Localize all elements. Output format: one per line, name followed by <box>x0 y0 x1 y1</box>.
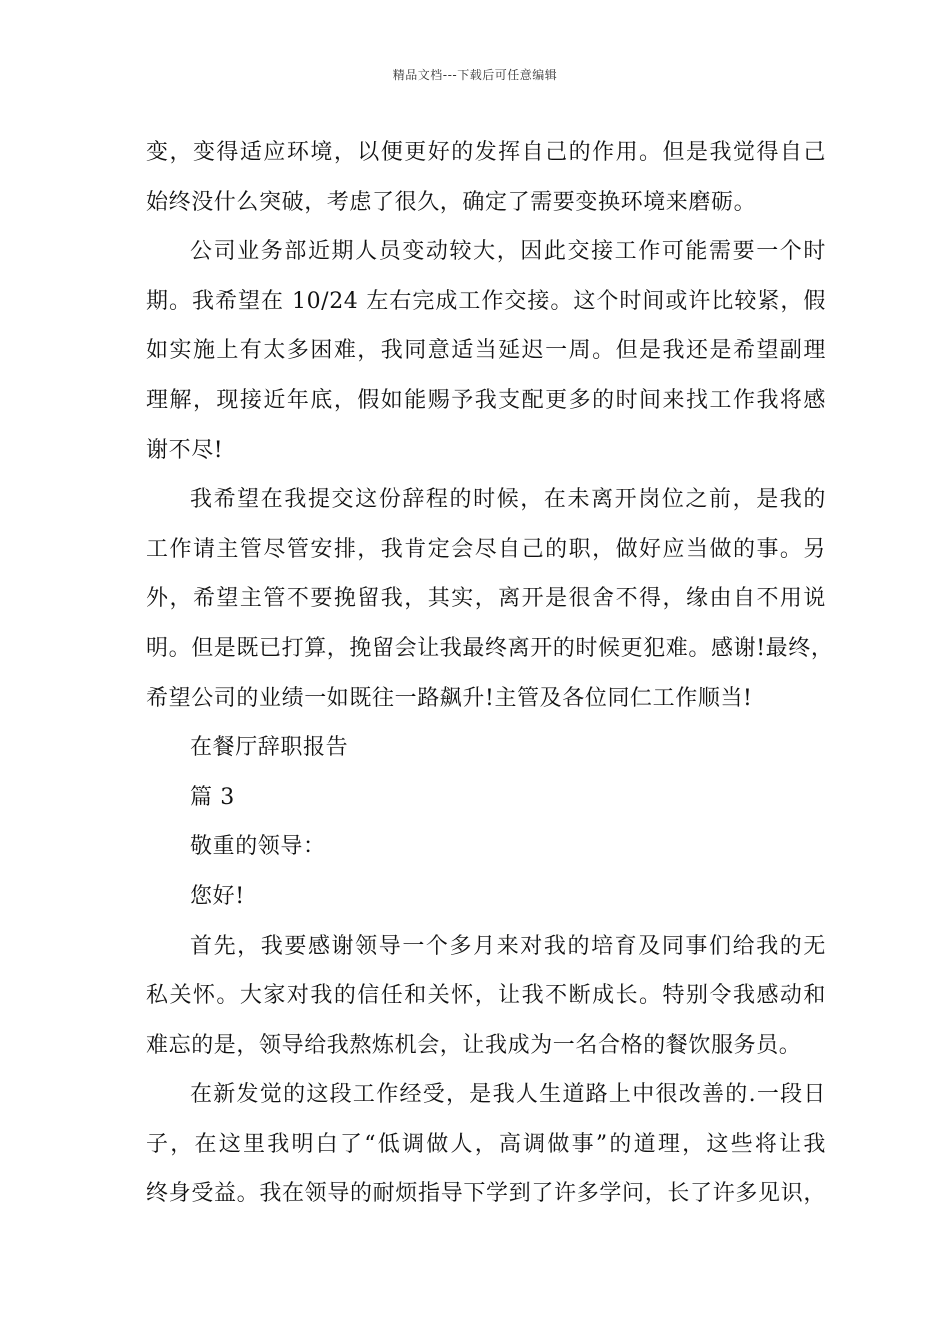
text-line: 期。我希望在 10/24 左右完成工作交接。这个时间或许比较紧，假 <box>146 288 826 314</box>
document-body <box>146 128 834 1219</box>
text-line: 难忘的是，领导给我熬炼机会，让我成为一名合格的餐饮服务员。 <box>146 1032 802 1058</box>
text-line: 明。但是既已打算，挽留会让我最终离开的时候更犯难。感谢!最终， <box>146 635 834 661</box>
text-line: 篇 3 <box>190 784 235 810</box>
text-line: 您好! <box>190 883 245 909</box>
text-line: 外，希望主管不要挽留我，其实，离开是很舍不得，缘由自不用说 <box>146 586 826 612</box>
text-line: 希望公司的业绩一如既往一路飙升!主管及各位同仁工作顺当! <box>146 685 753 711</box>
text-line: 工作请主管尽管安排，我肯定会尽自己的职，做好应当做的事。另 <box>146 536 826 562</box>
text-line: 公司业务部近期人员变动较大，因此交接工作可能需要一个时 <box>190 239 826 265</box>
page-header: 精品文档---下载后可任意编辑 <box>392 68 558 82</box>
text-line: 理解，现接近年底，假如能赐予我支配更多的时间来找工作我将感 <box>146 387 826 413</box>
text-line: 始终没什么突破，考虑了很久，确定了需要变换环境来磨砺。 <box>146 189 757 215</box>
text-line: 谢不尽! <box>146 437 224 463</box>
text-line: 终身受益。我在领导的耐烦指导下学到了许多学问，长了许多见识， <box>146 1181 826 1207</box>
text-line: 敬重的领导： <box>190 834 326 860</box>
text-line: 子，在这里我明白了“低调做人，高调做事”的道理，这些将让我 <box>146 1131 826 1157</box>
text-line: 私关怀。大家对我的信任和关怀，让我不断成长。特别令我感动和 <box>146 983 826 1009</box>
text-line: 首先，我要感谢领导一个多月来对我的培育及同事们给我的无 <box>190 933 826 959</box>
text-line: 如实施上有太多困难，我同意适当延迟一周。但是我还是希望副理 <box>146 338 826 364</box>
text-line: 我希望在我提交这份辞程的时候，在未离开岗位之前，是我的 <box>190 487 826 513</box>
text-line: 在新发觉的这段工作经受，是我人生道路上中很改善的.一段日 <box>190 1082 826 1108</box>
text-line: 变，变得适应环境，以便更好的发挥自己的作用。但是我觉得自己 <box>146 140 826 165</box>
text-line: 在餐厅辞职报告 <box>190 735 349 761</box>
